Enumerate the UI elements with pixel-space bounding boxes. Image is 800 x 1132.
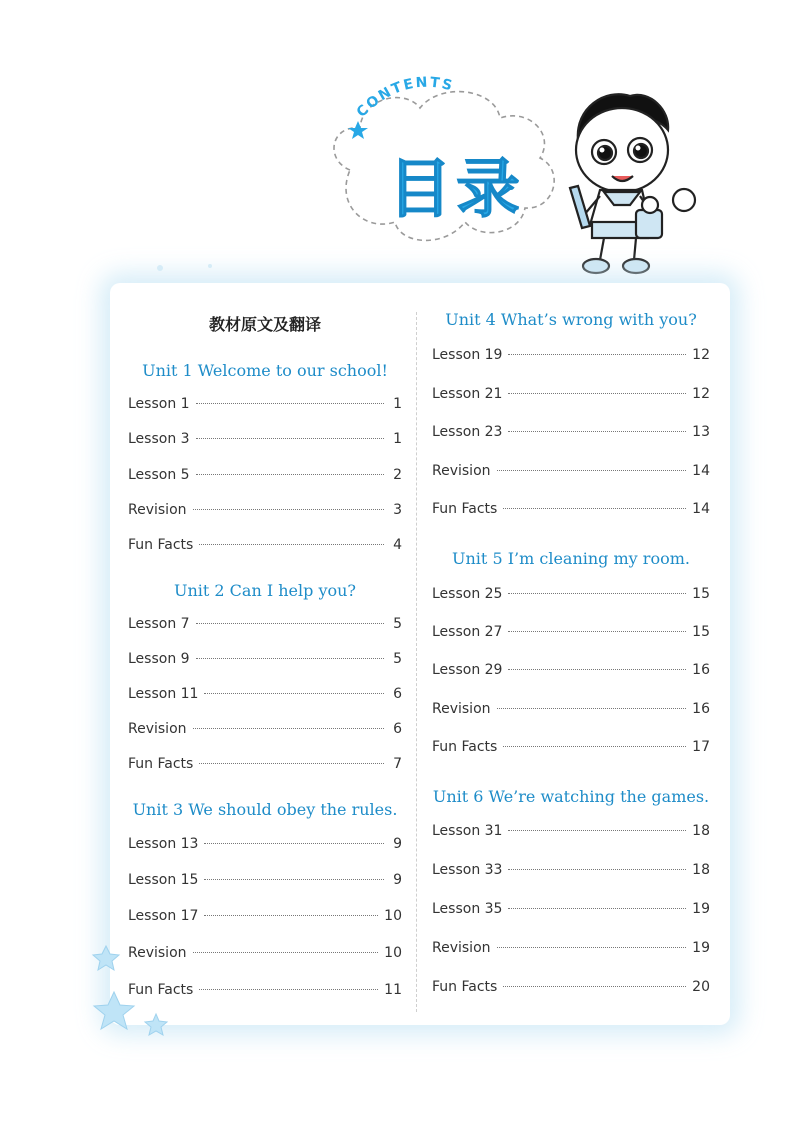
toc-entry[interactable]: [128, 651, 402, 671]
leader-dots: [199, 989, 378, 990]
entry-page: 12: [692, 386, 710, 402]
leader-dots: [503, 986, 686, 987]
entry-label: Lesson 33: [432, 862, 503, 878]
entry-label: Fun Facts: [432, 979, 498, 995]
toc-entry[interactable]: [128, 908, 402, 928]
toc-entry[interactable]: [128, 537, 402, 557]
entry-label: Lesson 7: [128, 616, 190, 632]
entry-page: 15: [692, 586, 710, 602]
entry-page: 15: [692, 624, 710, 640]
entry-label: Lesson 17: [128, 908, 199, 924]
star-icon: [94, 992, 134, 1029]
unit-title: Unit 5 I’m cleaning my room.: [452, 549, 690, 568]
leader-dots: [199, 544, 384, 545]
leader-dots: [196, 623, 384, 624]
toc-entry[interactable]: [432, 979, 710, 999]
leader-dots: [497, 708, 687, 709]
leader-dots: [508, 354, 686, 355]
contents-arc-label: CONTENTS: [353, 74, 456, 121]
entry-label: Lesson 29: [432, 662, 503, 678]
unit-title: Unit 3 We should obey the rules.: [132, 800, 398, 819]
unit-title: Unit 4 What’s wrong with you?: [445, 310, 697, 329]
leader-dots: [196, 474, 384, 475]
toc-entry[interactable]: [128, 616, 402, 636]
entry-label: Lesson 9: [128, 651, 190, 667]
leader-dots: [508, 669, 686, 670]
toc-entry[interactable]: [432, 463, 710, 483]
toc-entry[interactable]: [432, 940, 710, 960]
entry-label: Lesson 23: [432, 424, 503, 440]
entry-page: 1: [393, 431, 402, 447]
entry-label: Fun Facts: [432, 501, 498, 517]
star-icon: [93, 946, 119, 970]
toc-entry[interactable]: [432, 739, 710, 759]
entry-page: 4: [393, 537, 402, 553]
toc-entry[interactable]: [128, 756, 402, 776]
toc-entry[interactable]: [432, 862, 710, 882]
entry-page: 10: [384, 908, 402, 924]
leader-dots: [204, 915, 378, 916]
entry-page: 6: [393, 721, 402, 737]
toc-entry[interactable]: [128, 721, 402, 741]
page-title: 目录: [388, 153, 524, 227]
leader-dots: [497, 470, 687, 471]
toc-entry[interactable]: [432, 424, 710, 444]
leader-dots: [193, 509, 384, 510]
leader-dots: [508, 393, 686, 394]
entry-label: Revision: [432, 940, 491, 956]
entry-label: Lesson 31: [432, 823, 503, 839]
entry-label: Lesson 21: [432, 386, 503, 402]
toc-entry[interactable]: [432, 901, 710, 921]
toc-entry[interactable]: [128, 686, 402, 706]
entry-label: Fun Facts: [128, 982, 194, 998]
entry-label: Revision: [128, 721, 187, 737]
unit-title: Unit 6 We’re watching the games.: [432, 787, 710, 806]
toc-entry[interactable]: [432, 501, 710, 521]
toc-entry[interactable]: [432, 662, 710, 682]
entry-page: 20: [692, 979, 710, 995]
entry-page: 13: [692, 424, 710, 440]
toc-entry[interactable]: [128, 396, 402, 416]
entry-label: Lesson 35: [432, 901, 503, 917]
leader-dots: [196, 438, 384, 439]
entry-label: Lesson 1: [128, 396, 190, 412]
entry-page: 2: [393, 467, 402, 483]
entry-page: 10: [384, 945, 402, 961]
leader-dots: [503, 746, 686, 747]
book-section-title: 教材原文及翻译: [208, 315, 321, 334]
unit-title: Unit 1 Welcome to our school!: [142, 361, 388, 380]
leader-dots: [204, 879, 384, 880]
entry-page: 7: [393, 756, 402, 772]
entry-label: Revision: [128, 502, 187, 518]
star-icon: [145, 1014, 167, 1035]
entry-label: Lesson 25: [432, 586, 503, 602]
entry-label: Revision: [128, 945, 187, 961]
column-divider: [416, 312, 417, 1012]
entry-label: Lesson 3: [128, 431, 190, 447]
leader-dots: [508, 431, 686, 432]
leader-dots: [196, 403, 384, 404]
toc-entry[interactable]: [128, 502, 402, 522]
toc-entry[interactable]: [432, 347, 710, 367]
toc-entry[interactable]: [432, 701, 710, 721]
entry-label: Lesson 13: [128, 836, 199, 852]
leader-dots: [199, 763, 384, 764]
entry-page: 19: [692, 940, 710, 956]
toc-entry[interactable]: [432, 386, 710, 406]
toc-entry[interactable]: [432, 823, 710, 843]
entry-page: 5: [393, 651, 402, 667]
unit-title: Unit 2 Can I help you?: [173, 581, 357, 600]
toc-entry[interactable]: [432, 624, 710, 644]
leader-dots: [508, 869, 686, 870]
leader-dots: [508, 593, 686, 594]
entry-page: 14: [692, 501, 710, 517]
entry-label: Lesson 5: [128, 467, 190, 483]
entry-page: 6: [393, 686, 402, 702]
entry-page: 9: [393, 872, 402, 888]
entry-page: 18: [692, 823, 710, 839]
leader-dots: [503, 508, 686, 509]
toc-entry[interactable]: [432, 586, 710, 606]
cartoon-boy-icon: [570, 94, 695, 273]
entry-page: 3: [393, 502, 402, 518]
leader-dots: [196, 658, 384, 659]
leader-dots: [508, 908, 686, 909]
entry-label: Lesson 19: [432, 347, 503, 363]
entry-label: Revision: [432, 463, 491, 479]
entry-page: 16: [692, 662, 710, 678]
leader-dots: [508, 631, 686, 632]
entry-label: Fun Facts: [432, 739, 498, 755]
entry-label: Lesson 11: [128, 686, 199, 702]
entry-label: Lesson 15: [128, 872, 199, 888]
leader-dots: [204, 693, 384, 694]
toc-entry[interactable]: [128, 836, 402, 856]
decorative-stars: [80, 930, 180, 1050]
entry-page: 17: [692, 739, 710, 755]
entry-page: 14: [692, 463, 710, 479]
entry-page: 12: [692, 347, 710, 363]
entry-page: 5: [393, 616, 402, 632]
entry-label: Fun Facts: [128, 537, 194, 553]
entry-page: 11: [384, 982, 402, 998]
entry-page: 16: [692, 701, 710, 717]
entry-page: 9: [393, 836, 402, 852]
toc-entry[interactable]: [128, 431, 402, 451]
leader-dots: [508, 830, 686, 831]
entry-label: Lesson 27: [432, 624, 503, 640]
toc-entry[interactable]: [128, 467, 402, 487]
leader-dots: [204, 843, 384, 844]
leader-dots: [497, 947, 687, 948]
leader-dots: [193, 952, 379, 953]
entry-label: Revision: [432, 701, 491, 717]
leader-dots: [193, 728, 384, 729]
toc-entry[interactable]: [128, 872, 402, 892]
entry-label: Fun Facts: [128, 756, 194, 772]
entry-page: 1: [393, 396, 402, 412]
entry-page: 19: [692, 901, 710, 917]
entry-page: 18: [692, 862, 710, 878]
